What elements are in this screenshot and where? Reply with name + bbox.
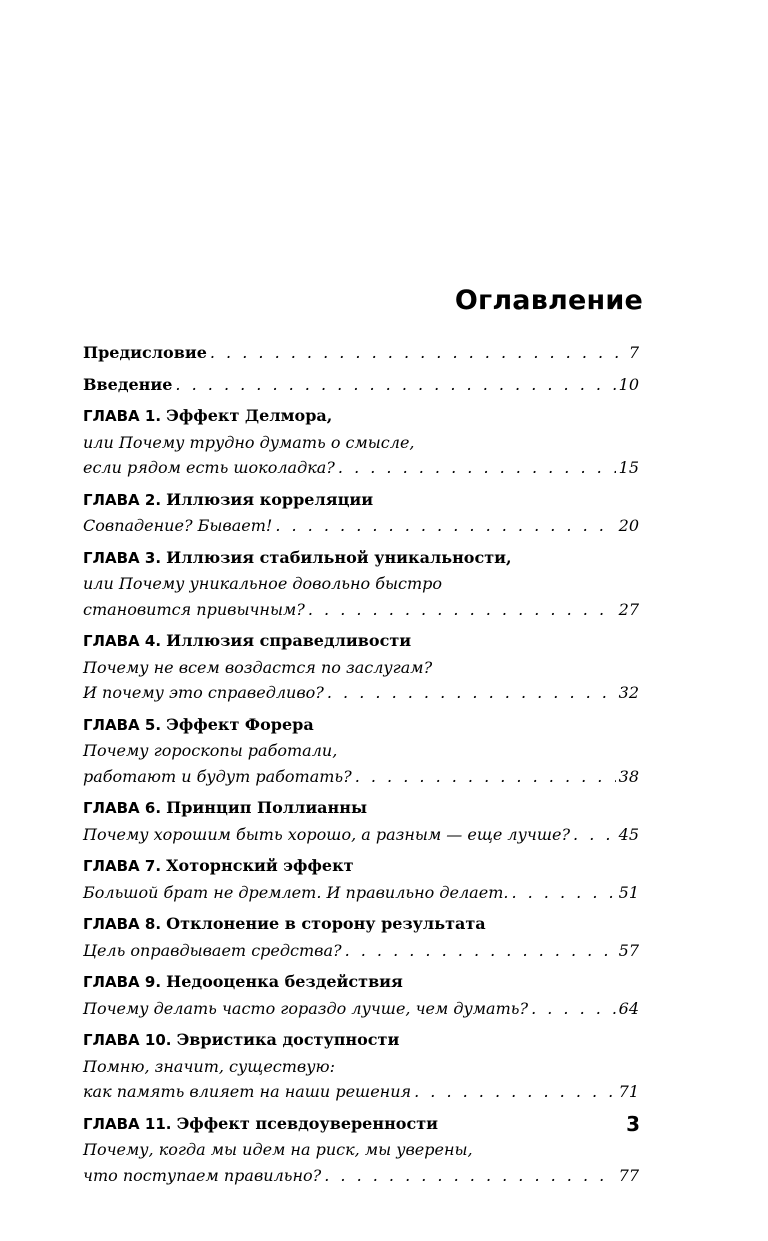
chapter-name: Хоторнский эффект	[166, 856, 354, 875]
toc-page-number: 32	[618, 683, 639, 702]
toc-line	[83, 1079, 639, 1105]
chapter-heading	[83, 545, 639, 572]
leader-dots	[345, 938, 616, 964]
toc-line	[83, 996, 639, 1022]
chapter-heading	[83, 628, 639, 655]
toc-line	[83, 680, 639, 706]
toc-line-text: работают и будут работать?	[83, 766, 352, 786]
chapter-label: ГЛАВА 3.	[83, 548, 162, 567]
leader-dots	[175, 372, 615, 398]
toc-line-text: Почему хорошим быть хорошо, а разным — еще лучше?	[83, 824, 571, 844]
chapter-heading	[83, 403, 639, 430]
chapter-name: Эвристика доступности	[176, 1030, 400, 1049]
chapter-subtitle-line: или Почему трудно думать о смысле,	[83, 432, 415, 452]
toc-page-number: 64	[618, 998, 639, 1018]
toc-line	[83, 455, 639, 481]
chapter-heading	[83, 969, 639, 996]
chapter-subtitle-line: или Почему уникальное довольно быстро	[83, 574, 443, 593]
page-title: Оглавление	[454, 285, 643, 316]
chapter-label: ГЛАВА 8.	[83, 915, 162, 933]
toc-line-text: становится привычным?	[83, 599, 305, 619]
toc-page-number: 51	[618, 882, 639, 902]
table-of-contents	[83, 340, 639, 1194]
chapter-heading	[83, 1111, 639, 1138]
toc-entry	[83, 1111, 639, 1189]
chapter-label: ГЛАВА 5.	[83, 715, 162, 734]
chapter-name: Отклонение в сторону результата	[166, 914, 486, 933]
chapter-name: Эффект Форера	[166, 714, 314, 734]
toc-page-number: 77	[618, 1165, 639, 1185]
chapter-subtitle-line: Помню, значит, существую:	[83, 1056, 335, 1076]
toc-line-text: что поступаем правильно?	[83, 1165, 322, 1185]
toc-line	[83, 880, 639, 906]
chapter-subtitle-line: Почему гороскопы работали,	[83, 741, 338, 760]
chapter-label: ГЛАВА 1.	[83, 407, 162, 425]
toc-line-text: Большой брат не дремлет. И правильно делает.	[83, 882, 509, 902]
leader-dots	[327, 680, 616, 706]
chapter-name: Принцип Поллианны	[166, 798, 368, 817]
toc-page-number: 7	[628, 343, 639, 362]
toc-page-number: 45	[618, 824, 639, 844]
leader-dots	[531, 996, 616, 1022]
toc-line	[83, 597, 639, 623]
leader-dots	[414, 1079, 616, 1105]
leader-dots	[355, 764, 616, 790]
chapter-label: ГЛАВА 6.	[83, 799, 162, 817]
chapter-label: ГЛАВА 10.	[83, 1031, 172, 1049]
toc-page-number: 10	[618, 374, 639, 394]
toc-line-text: Цель оправдывает средства?	[83, 940, 342, 960]
toc-page-number: 20	[618, 516, 639, 535]
toc-entry	[83, 403, 639, 481]
leader-dots	[275, 513, 615, 539]
toc-line-text: Совпадение? Бывает!	[83, 516, 273, 535]
leader-dots	[324, 1163, 615, 1189]
chapter-label: ГЛАВА 9.	[83, 973, 162, 991]
chapter-name: Недооценка бездействия	[166, 972, 403, 991]
toc-line-text: Введение	[83, 374, 173, 394]
chapter-name: Иллюзия стабильной уникальности,	[166, 547, 512, 567]
toc-entry	[83, 545, 639, 623]
toc-line	[83, 822, 639, 848]
chapter-name: Эффект Делмора,	[166, 406, 333, 425]
toc-page-number: 15	[618, 458, 639, 477]
chapter-subtitle-line: Почему не всем воздастся по заслугам?	[83, 657, 433, 677]
toc-entry	[83, 487, 639, 539]
toc-page-number: 27	[618, 599, 639, 619]
leader-dots	[338, 455, 616, 481]
chapter-label: ГЛАВА 4.	[83, 632, 162, 650]
toc-line-text: И почему это справедливо?	[83, 683, 324, 702]
toc-page-number: 38	[618, 766, 639, 786]
chapter-heading	[83, 712, 639, 739]
toc-line	[83, 938, 639, 964]
chapter-heading	[83, 853, 639, 880]
leader-dots	[573, 822, 616, 848]
leader-dots	[308, 597, 616, 623]
leader-dots	[210, 340, 626, 366]
chapter-heading	[83, 911, 639, 938]
chapter-heading	[83, 795, 639, 822]
toc-entry	[83, 911, 639, 963]
toc-entry	[83, 853, 639, 905]
toc-line	[83, 513, 639, 539]
toc-line	[83, 372, 639, 398]
toc-entry	[83, 795, 639, 847]
chapter-name: Эффект псевдоуверенности	[176, 1113, 438, 1133]
toc-line-text: если рядом есть шоколадка?	[83, 458, 335, 477]
toc-line-text: Предисловие	[83, 343, 207, 362]
chapter-name: Иллюзия корреляции	[166, 489, 374, 509]
chapter-heading	[83, 1027, 639, 1054]
toc-line-text: Почему делать часто гораздо лучше, чем думать?	[83, 998, 529, 1018]
toc-page-number: 71	[618, 1082, 639, 1101]
toc-entry	[83, 628, 639, 706]
toc-entry	[83, 969, 639, 1021]
leader-dots	[511, 880, 615, 906]
chapter-label: ГЛАВА 11.	[83, 1114, 172, 1133]
chapter-label: ГЛАВА 2.	[83, 490, 162, 509]
toc-page-number: 57	[618, 940, 639, 960]
chapter-name: Иллюзия справедливости	[166, 631, 412, 650]
toc-line	[83, 1163, 639, 1189]
toc-entry	[83, 340, 639, 366]
toc-entry	[83, 1027, 639, 1105]
chapter-label: ГЛАВА 7.	[83, 857, 162, 875]
page-number: 3	[626, 1112, 640, 1136]
toc-line-text: как память влияет на наши решения	[83, 1082, 412, 1101]
toc-line	[83, 764, 639, 790]
toc-line	[83, 340, 639, 366]
toc-entry	[83, 372, 639, 398]
chapter-heading	[83, 487, 639, 514]
chapter-subtitle-line: Почему, когда мы идем на риск, мы уверены,	[83, 1140, 473, 1159]
toc-entry	[83, 712, 639, 790]
